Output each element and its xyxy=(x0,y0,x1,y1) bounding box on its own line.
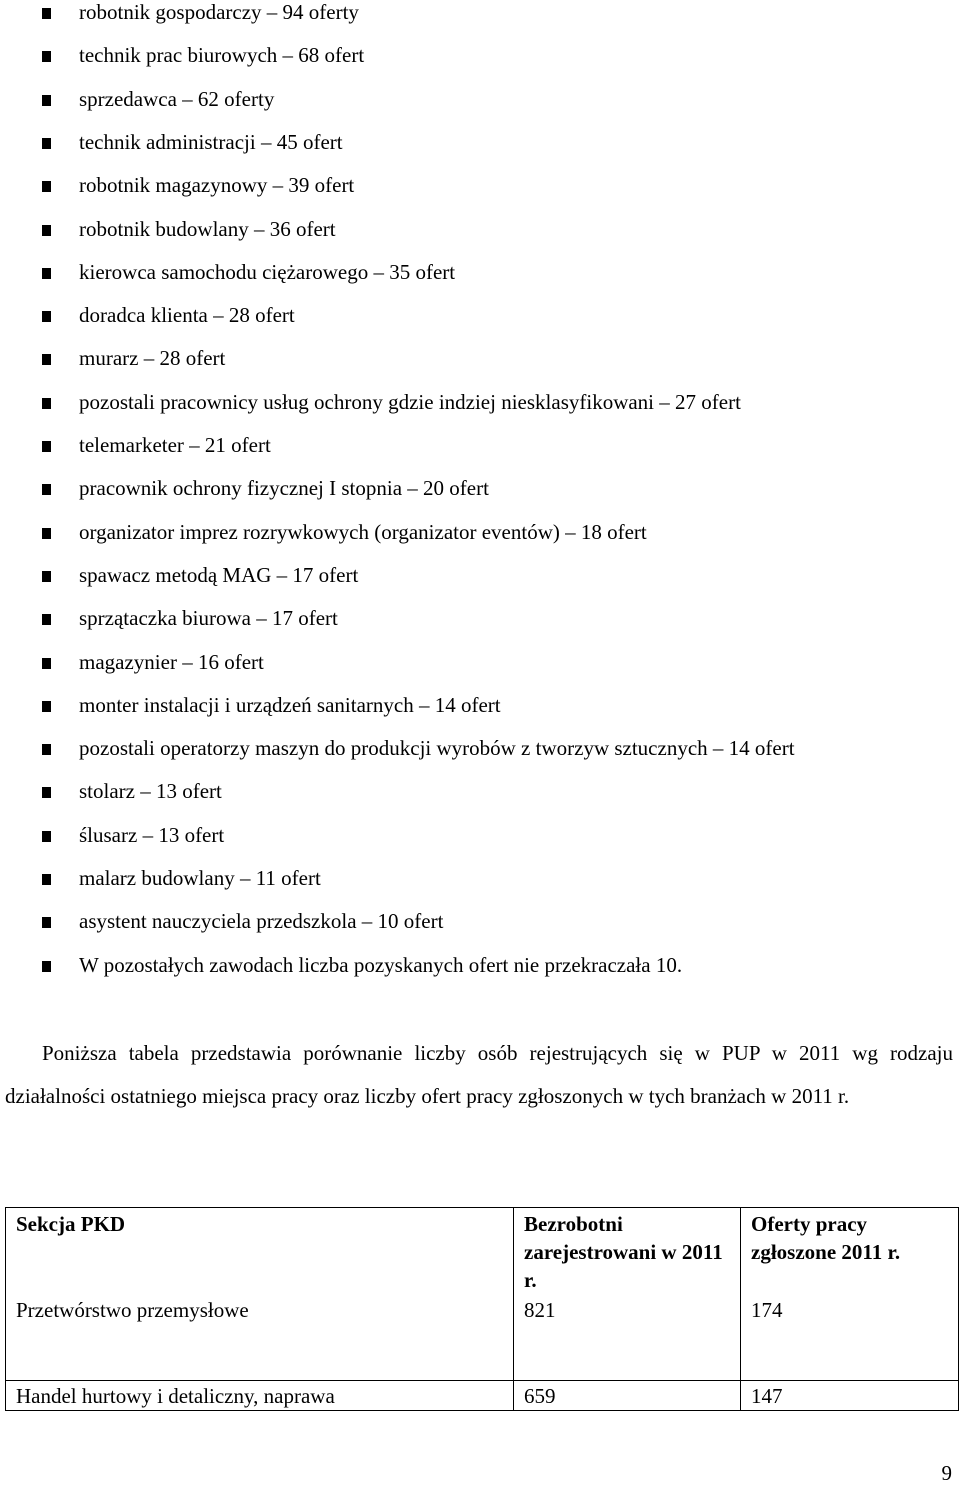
bullet-square-icon xyxy=(42,8,51,19)
list-item-text: W pozostałych zawodach liczba pozyskanych ofert nie przekraczała 10. xyxy=(79,952,683,977)
bullet-square-icon xyxy=(42,311,51,322)
bullet-square-icon xyxy=(42,441,51,452)
list-item-text: asystent nauczyciela przedszkola – 10 ofert xyxy=(79,909,444,934)
table-row xyxy=(6,1381,959,1411)
bullet-square-icon xyxy=(42,528,51,539)
list-item-text: sprzątaczka biurowa – 17 ofert xyxy=(79,606,338,631)
table-cell: 174 xyxy=(741,1294,959,1381)
list-item-text: magazynier – 16 ofert xyxy=(79,649,264,674)
bullet-square-icon xyxy=(42,701,51,712)
list-item-text: pracownik ochrony fizycznej I stopnia – 20 ofert xyxy=(79,476,489,501)
page-number: 9 xyxy=(941,1461,952,1485)
list-item-text: murarz – 28 ofert xyxy=(79,346,226,371)
header-cell: Oferty pracy zgłoszone 2011 r. xyxy=(741,1208,959,1295)
list-item-text: stolarz – 13 ofert xyxy=(79,779,222,804)
bullet-square-icon xyxy=(42,225,51,236)
bullet-square-icon xyxy=(42,614,51,625)
list-item-text: telemarketer – 21 ofert xyxy=(79,433,271,457)
bullet-square-icon xyxy=(42,354,51,365)
list-item-text: organizator imprez rozrywkowych (organizator eventów) – 18 ofert xyxy=(79,519,647,544)
bullet-square-icon xyxy=(42,744,51,755)
table-cell: Przetwórstwo przemysłowe xyxy=(6,1294,514,1381)
list-item-text: doradca klienta – 28 ofert xyxy=(79,303,295,328)
bullet-square-icon xyxy=(42,658,51,669)
list-item-text: technik administracji – 45 ofert xyxy=(79,129,343,154)
list-item-text: malarz budowlany – 11 ofert xyxy=(79,866,321,890)
list-item-text: robotnik gospodarczy – 94 oferty xyxy=(79,0,359,24)
data-table xyxy=(5,1207,959,1411)
bullet-square-icon xyxy=(42,484,51,495)
header-cell: Sekcja PKD xyxy=(6,1208,514,1295)
table-cell: Handel hurtowy i detaliczny, naprawa xyxy=(6,1381,514,1411)
bullet-square-icon xyxy=(42,138,51,149)
list-item-text: monter instalacji i urządzeń sanitarnych – 14 ofert xyxy=(79,692,501,717)
table-header-row xyxy=(6,1208,959,1295)
list-item-text: pozostali pracownicy usług ochrony gdzie indziej niesklasyfikowani – 27 ofert xyxy=(79,389,741,414)
list-item-text: pozostali operatorzy maszyn do produkcji wyrobów z tworzyw sztucznych – 14 ofert xyxy=(79,736,795,761)
bullet-square-icon xyxy=(42,51,51,62)
table-cell: 659 xyxy=(514,1381,741,1411)
list-item-text: robotnik magazynowy – 39 ofert xyxy=(79,173,355,198)
bullet-square-icon xyxy=(42,398,51,409)
bullet-square-icon xyxy=(42,874,51,885)
list-item-text: spawacz metodą MAG – 17 ofert xyxy=(79,562,359,587)
header-cell: Bezrobotni zarejestrowani w 2011 r. xyxy=(514,1208,741,1295)
bullet-square-icon xyxy=(42,571,51,582)
list-item-text: robotnik budowlany – 36 ofert xyxy=(79,216,336,241)
list-item-text: sprzedawca – 62 oferty xyxy=(79,86,275,111)
list-item-text: technik prac biurowych – 68 ofert xyxy=(79,43,365,68)
table-row xyxy=(6,1294,959,1381)
bullet-square-icon xyxy=(42,787,51,798)
list-item-text: kierowca samochodu ciężarowego – 35 ofert xyxy=(79,259,456,284)
bullet-square-icon xyxy=(42,961,51,972)
intro-paragraph: Poniższa tabela przedstawia porównanie liczby osób rejestrujących się w PUP w 2011 wg rodzaju działalności ostatniego miejsca pracy oraz liczby ofert pracy zgłoszonych w tych branżach w 2011 r. xyxy=(5,1041,953,1108)
bullet-square-icon xyxy=(42,268,51,279)
table-cell: 147 xyxy=(741,1381,959,1411)
bullet-square-icon xyxy=(42,917,51,928)
table-cell: 821 xyxy=(514,1294,741,1381)
bullet-square-icon xyxy=(42,831,51,842)
bullet-square-icon xyxy=(42,181,51,192)
bullet-square-icon xyxy=(42,95,51,106)
list-item-text: ślusarz – 13 ofert xyxy=(79,822,225,847)
